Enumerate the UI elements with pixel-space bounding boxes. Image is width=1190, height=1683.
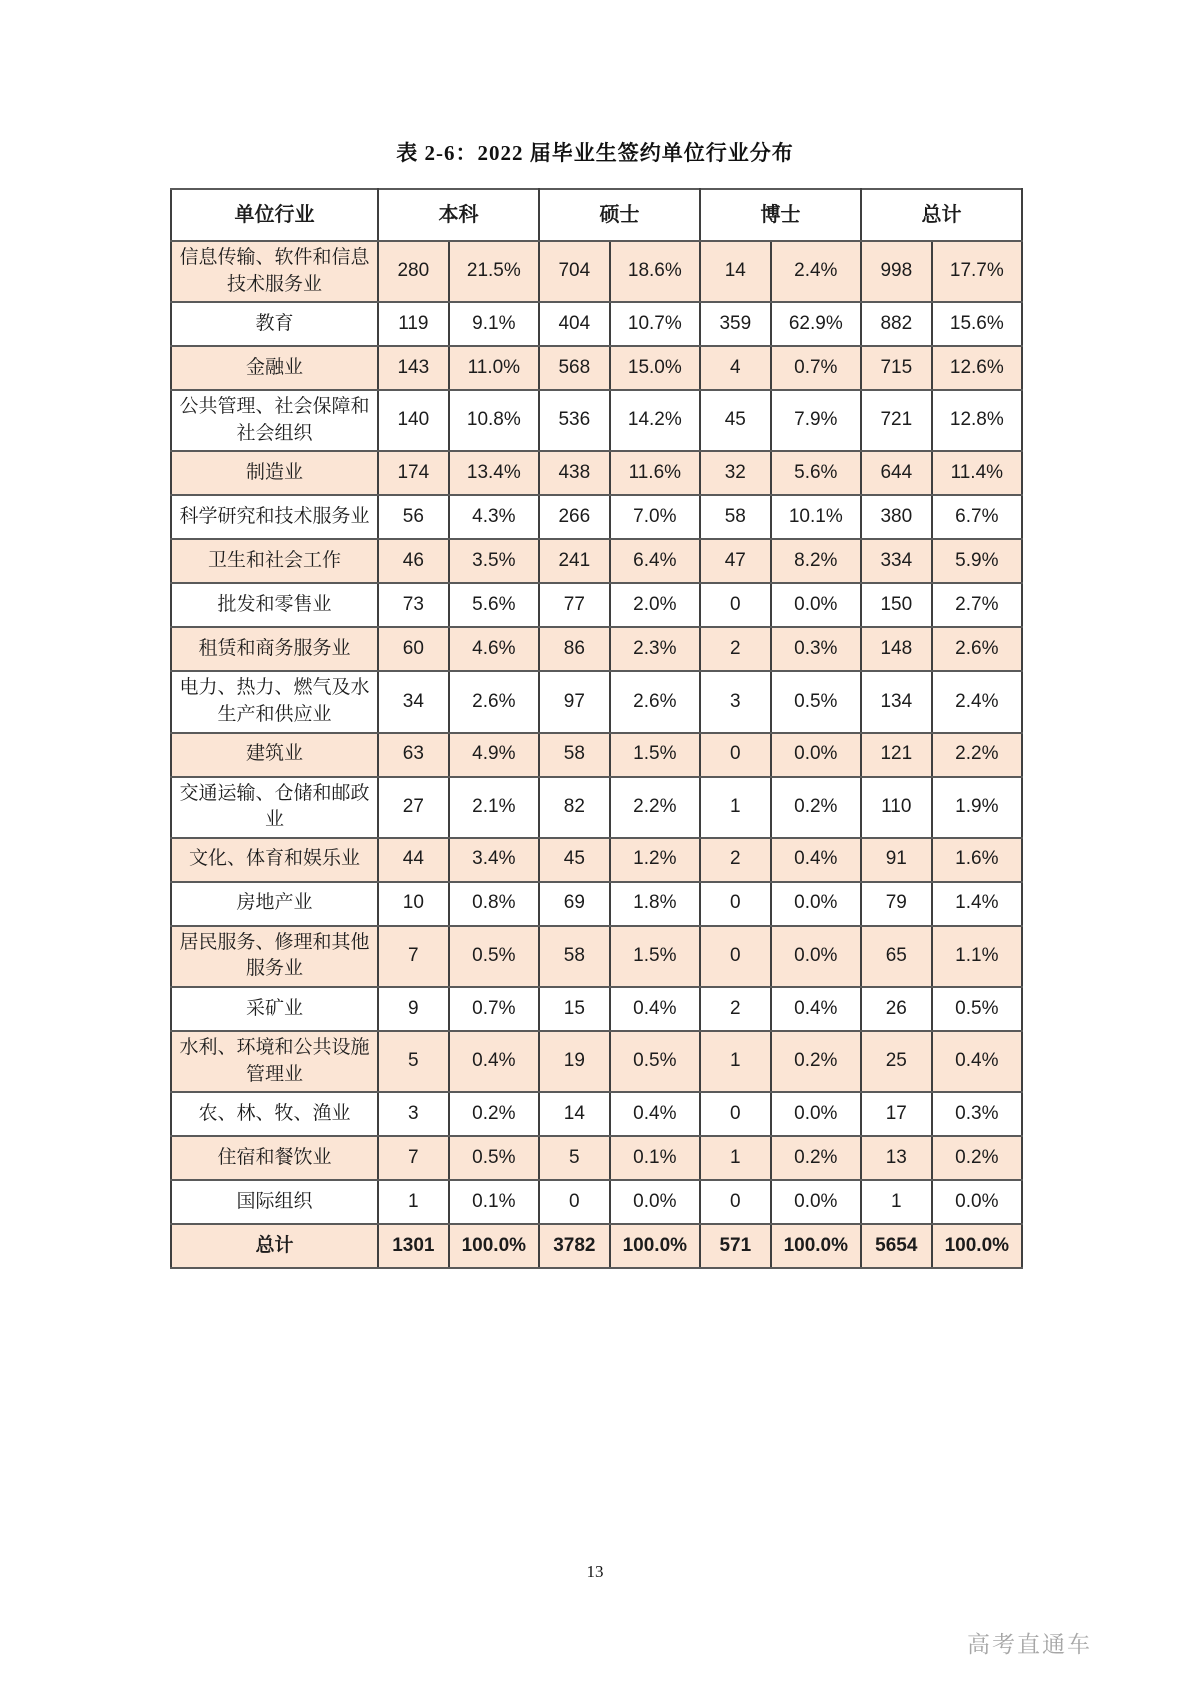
count-cell: 0 (539, 1180, 610, 1224)
industry-table-body (171, 241, 1022, 1268)
percent-cell: 6.7% (932, 495, 1022, 539)
table-row (171, 926, 1022, 987)
count-cell: 69 (539, 882, 610, 926)
percent-cell: 9.1% (449, 302, 539, 346)
count-cell: 1 (700, 777, 771, 838)
percent-cell: 1.5% (610, 926, 700, 987)
count-cell: 721 (861, 390, 932, 451)
percent-cell: 5.6% (771, 451, 861, 495)
count-cell: 334 (861, 539, 932, 583)
percent-cell: 1.9% (932, 777, 1022, 838)
industry-name-cell: 采矿业 (171, 987, 378, 1031)
count-cell: 0 (700, 733, 771, 777)
percent-cell: 3.4% (449, 838, 539, 882)
percent-cell: 0.0% (932, 1180, 1022, 1224)
percent-cell: 10.7% (610, 302, 700, 346)
percent-cell: 11.6% (610, 451, 700, 495)
count-cell: 3 (700, 671, 771, 732)
percent-cell: 2.7% (932, 583, 1022, 627)
count-cell: 644 (861, 451, 932, 495)
percent-cell: 0.8% (449, 882, 539, 926)
count-cell: 56 (378, 495, 449, 539)
industry-name-cell: 国际组织 (171, 1180, 378, 1224)
count-cell: 10 (378, 882, 449, 926)
count-cell: 13 (861, 1136, 932, 1180)
count-cell: 2 (700, 987, 771, 1031)
percent-cell: 1.5% (610, 733, 700, 777)
percent-cell: 0.0% (771, 926, 861, 987)
count-cell: 143 (378, 346, 449, 390)
industry-name-cell: 金融业 (171, 346, 378, 390)
count-cell: 15 (539, 987, 610, 1031)
count-cell: 26 (861, 987, 932, 1031)
percent-cell: 100.0% (449, 1224, 539, 1268)
percent-cell: 2.1% (449, 777, 539, 838)
table-row (171, 1136, 1022, 1180)
count-cell: 2 (700, 838, 771, 882)
percent-cell: 10.8% (449, 390, 539, 451)
percent-cell: 0.0% (771, 882, 861, 926)
percent-cell: 0.3% (771, 627, 861, 671)
percent-cell: 1.8% (610, 882, 700, 926)
industry-name-cell: 制造业 (171, 451, 378, 495)
table-row (171, 987, 1022, 1031)
percent-cell: 10.1% (771, 495, 861, 539)
count-cell: 0 (700, 926, 771, 987)
count-cell: 32 (700, 451, 771, 495)
table-title: 表 2-6：2022 届毕业生签约单位行业分布 (396, 141, 794, 165)
percent-cell: 4.6% (449, 627, 539, 671)
table-row (171, 390, 1022, 451)
percent-cell: 21.5% (449, 241, 539, 302)
count-cell: 34 (378, 671, 449, 732)
count-cell: 47 (700, 539, 771, 583)
count-cell: 25 (861, 1031, 932, 1092)
industry-name-cell: 房地产业 (171, 882, 378, 926)
table-container (170, 188, 1023, 1269)
percent-cell: 0.0% (771, 1180, 861, 1224)
industry-name-cell: 住宿和餐饮业 (171, 1136, 378, 1180)
percent-cell: 62.9% (771, 302, 861, 346)
percent-cell: 0.4% (610, 987, 700, 1031)
percent-cell: 1.2% (610, 838, 700, 882)
percent-cell: 4.9% (449, 733, 539, 777)
percent-cell: 0.4% (932, 1031, 1022, 1092)
count-cell: 715 (861, 346, 932, 390)
count-cell: 1301 (378, 1224, 449, 1268)
industry-name-cell: 信息传输、软件和信息技术服务业 (171, 241, 378, 302)
percent-cell: 2.4% (771, 241, 861, 302)
count-cell: 704 (539, 241, 610, 302)
percent-cell: 18.6% (610, 241, 700, 302)
count-cell: 121 (861, 733, 932, 777)
count-cell: 0 (700, 1180, 771, 1224)
count-cell: 63 (378, 733, 449, 777)
percent-cell: 0.0% (610, 1180, 700, 1224)
percent-cell: 2.3% (610, 627, 700, 671)
col-header-master: 硕士 (539, 189, 700, 241)
header-row (171, 189, 1022, 241)
table-row (171, 733, 1022, 777)
percent-cell: 0.2% (771, 1136, 861, 1180)
percent-cell: 0.5% (449, 1136, 539, 1180)
percent-cell: 0.7% (449, 987, 539, 1031)
percent-cell: 100.0% (610, 1224, 700, 1268)
industry-name-cell: 总计 (171, 1224, 378, 1268)
count-cell: 174 (378, 451, 449, 495)
count-cell: 0 (700, 882, 771, 926)
count-cell: 5654 (861, 1224, 932, 1268)
count-cell: 77 (539, 583, 610, 627)
count-cell: 58 (539, 733, 610, 777)
industry-distribution-table (170, 188, 1023, 1269)
count-cell: 44 (378, 838, 449, 882)
count-cell: 148 (861, 627, 932, 671)
percent-cell: 17.7% (932, 241, 1022, 302)
count-cell: 1 (861, 1180, 932, 1224)
percent-cell: 0.5% (449, 926, 539, 987)
percent-cell: 2.2% (932, 733, 1022, 777)
count-cell: 404 (539, 302, 610, 346)
count-cell: 5 (539, 1136, 610, 1180)
count-cell: 0 (700, 1092, 771, 1136)
count-cell: 2 (700, 627, 771, 671)
industry-name-cell: 居民服务、修理和其他服务业 (171, 926, 378, 987)
percent-cell: 13.4% (449, 451, 539, 495)
count-cell: 280 (378, 241, 449, 302)
percent-cell: 3.5% (449, 539, 539, 583)
count-cell: 134 (861, 671, 932, 732)
count-cell: 568 (539, 346, 610, 390)
table-row (171, 1092, 1022, 1136)
percent-cell: 11.0% (449, 346, 539, 390)
percent-cell: 0.5% (610, 1031, 700, 1092)
count-cell: 91 (861, 838, 932, 882)
col-header-doctor: 博士 (700, 189, 861, 241)
count-cell: 998 (861, 241, 932, 302)
count-cell: 241 (539, 539, 610, 583)
table-row (171, 346, 1022, 390)
table-row (171, 302, 1022, 346)
percent-cell: 15.0% (610, 346, 700, 390)
percent-cell: 11.4% (932, 451, 1022, 495)
count-cell: 1 (378, 1180, 449, 1224)
percent-cell: 5.6% (449, 583, 539, 627)
percent-cell: 0.4% (771, 987, 861, 1031)
industry-name-cell: 卫生和社会工作 (171, 539, 378, 583)
count-cell: 571 (700, 1224, 771, 1268)
page-number: 13 (586, 1562, 604, 1581)
count-cell: 266 (539, 495, 610, 539)
percent-cell: 0.0% (771, 583, 861, 627)
percent-cell: 12.6% (932, 346, 1022, 390)
count-cell: 65 (861, 926, 932, 987)
table-row (171, 777, 1022, 838)
percent-cell: 0.2% (771, 1031, 861, 1092)
count-cell: 140 (378, 390, 449, 451)
count-cell: 45 (700, 390, 771, 451)
table-row (171, 583, 1022, 627)
count-cell: 73 (378, 583, 449, 627)
count-cell: 882 (861, 302, 932, 346)
industry-name-cell: 文化、体育和娱乐业 (171, 838, 378, 882)
count-cell: 536 (539, 390, 610, 451)
percent-cell: 7.0% (610, 495, 700, 539)
percent-cell: 1.4% (932, 882, 1022, 926)
industry-name-cell: 农、林、牧、渔业 (171, 1092, 378, 1136)
industry-name-cell: 教育 (171, 302, 378, 346)
count-cell: 5 (378, 1031, 449, 1092)
count-cell: 82 (539, 777, 610, 838)
total-row (171, 1224, 1022, 1268)
percent-cell: 0.4% (449, 1031, 539, 1092)
col-header-bachelor: 本科 (378, 189, 539, 241)
table-row (171, 882, 1022, 926)
percent-cell: 14.2% (610, 390, 700, 451)
count-cell: 45 (539, 838, 610, 882)
count-cell: 1 (700, 1031, 771, 1092)
percent-cell: 1.6% (932, 838, 1022, 882)
table-row (171, 539, 1022, 583)
count-cell: 150 (861, 583, 932, 627)
percent-cell: 15.6% (932, 302, 1022, 346)
industry-name-cell: 交通运输、仓储和邮政业 (171, 777, 378, 838)
count-cell: 359 (700, 302, 771, 346)
count-cell: 438 (539, 451, 610, 495)
percent-cell: 0.4% (771, 838, 861, 882)
table-row (171, 838, 1022, 882)
percent-cell: 100.0% (771, 1224, 861, 1268)
percent-cell: 12.8% (932, 390, 1022, 451)
percent-cell: 4.3% (449, 495, 539, 539)
industry-name-cell: 公共管理、社会保障和社会组织 (171, 390, 378, 451)
count-cell: 0 (700, 583, 771, 627)
count-cell: 9 (378, 987, 449, 1031)
industry-name-cell: 科学研究和技术服务业 (171, 495, 378, 539)
percent-cell: 0.1% (449, 1180, 539, 1224)
percent-cell: 2.6% (932, 627, 1022, 671)
count-cell: 3782 (539, 1224, 610, 1268)
count-cell: 86 (539, 627, 610, 671)
percent-cell: 2.6% (610, 671, 700, 732)
percent-cell: 0.2% (771, 777, 861, 838)
col-header-industry: 单位行业 (171, 189, 378, 241)
percent-cell: 0.0% (771, 733, 861, 777)
count-cell: 19 (539, 1031, 610, 1092)
count-cell: 7 (378, 1136, 449, 1180)
percent-cell: 0.4% (610, 1092, 700, 1136)
count-cell: 97 (539, 671, 610, 732)
industry-name-cell: 租赁和商务服务业 (171, 627, 378, 671)
percent-cell: 0.0% (771, 1092, 861, 1136)
industry-name-cell: 水利、环境和公共设施管理业 (171, 1031, 378, 1092)
count-cell: 3 (378, 1092, 449, 1136)
percent-cell: 0.3% (932, 1092, 1022, 1136)
percent-cell: 6.4% (610, 539, 700, 583)
count-cell: 14 (700, 241, 771, 302)
table-row (171, 495, 1022, 539)
count-cell: 110 (861, 777, 932, 838)
percent-cell: 2.2% (610, 777, 700, 838)
table-row (171, 1180, 1022, 1224)
table-row (171, 671, 1022, 732)
percent-cell: 2.4% (932, 671, 1022, 732)
col-header-total: 总计 (861, 189, 1022, 241)
count-cell: 27 (378, 777, 449, 838)
industry-name-cell: 电力、热力、燃气及水生产和供应业 (171, 671, 378, 732)
percent-cell: 2.6% (449, 671, 539, 732)
percent-cell: 0.2% (932, 1136, 1022, 1180)
percent-cell: 5.9% (932, 539, 1022, 583)
count-cell: 14 (539, 1092, 610, 1136)
percent-cell: 8.2% (771, 539, 861, 583)
percent-cell: 100.0% (932, 1224, 1022, 1268)
count-cell: 4 (700, 346, 771, 390)
count-cell: 119 (378, 302, 449, 346)
count-cell: 46 (378, 539, 449, 583)
percent-cell: 2.0% (610, 583, 700, 627)
percent-cell: 0.5% (932, 987, 1022, 1031)
count-cell: 380 (861, 495, 932, 539)
table-row (171, 1031, 1022, 1092)
table-row (171, 627, 1022, 671)
percent-cell: 0.2% (449, 1092, 539, 1136)
percent-cell: 0.7% (771, 346, 861, 390)
percent-cell: 1.1% (932, 926, 1022, 987)
count-cell: 7 (378, 926, 449, 987)
watermark: 高考直通车 (967, 1631, 1092, 1657)
percent-cell: 7.9% (771, 390, 861, 451)
percent-cell: 0.5% (771, 671, 861, 732)
count-cell: 58 (700, 495, 771, 539)
count-cell: 79 (861, 882, 932, 926)
count-cell: 58 (539, 926, 610, 987)
percent-cell: 0.1% (610, 1136, 700, 1180)
table-row (171, 451, 1022, 495)
count-cell: 1 (700, 1136, 771, 1180)
count-cell: 17 (861, 1092, 932, 1136)
table-row (171, 241, 1022, 302)
industry-name-cell: 建筑业 (171, 733, 378, 777)
count-cell: 60 (378, 627, 449, 671)
industry-name-cell: 批发和零售业 (171, 583, 378, 627)
